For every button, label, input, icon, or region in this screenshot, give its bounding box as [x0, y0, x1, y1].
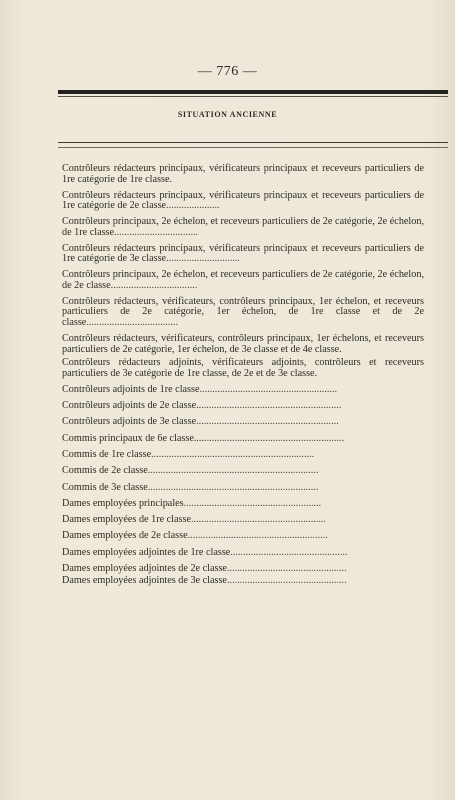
list-item	[62, 564, 424, 575]
leader-dots: .................................	[114, 226, 199, 238]
leader-dots: ................................................................	[151, 448, 315, 460]
entry-text: Dames employées de 2e classe	[62, 530, 188, 542]
entry-text: Contrôleurs rédacteurs, vérificateurs, contrôleurs principaux, 1er échelons, et receveurs particuliers de 2e catégorie, 1er échelon, de 3e classe et de 4e classe.	[62, 333, 424, 355]
entry-text: Commis de 1re classe	[62, 448, 152, 460]
entry-text: Contrôleurs adjoints de 3e classe	[62, 416, 197, 428]
list-item	[62, 217, 424, 238]
leader-dots: ...................................................................	[147, 481, 319, 493]
leader-dots: ..................................	[110, 279, 198, 291]
list-item	[62, 450, 424, 461]
list-item	[62, 417, 424, 428]
list-item	[62, 191, 424, 212]
entry-text: Contrôleurs rédacteurs principaux, vérificateurs principaux et receveurs particuliers de 1re catégorie de 2e classe	[62, 189, 424, 212]
entry-list	[62, 164, 424, 592]
entry-text: Dames employées adjointes de 1re classe	[62, 546, 231, 558]
leader-dots: ..............................................	[230, 546, 348, 558]
list-item	[62, 515, 424, 526]
section-rule	[58, 142, 448, 143]
entry-text: Contrôleurs rédacteurs principaux, vérificateurs principaux et receveurs particuliers de 1re catégorie de 1re classe.	[62, 163, 424, 185]
leader-dots: ...............................................	[226, 562, 347, 574]
list-item	[62, 531, 424, 542]
leader-dots: ...............................................	[226, 574, 347, 586]
header-thin-rule	[58, 96, 448, 97]
section-title: SITUATION ANCIENNE	[177, 110, 278, 119]
entry-text: Dames employées adjointes de 2e classe	[62, 562, 227, 574]
entry-text: Contrôleurs rédacteurs principaux, vérificateurs principaux et receveurs particuliers de 1re catégorie de 3e classe	[62, 242, 424, 265]
leader-dots: ......................................................	[199, 383, 338, 395]
leader-dots: .......................................................	[204, 432, 345, 444]
entry-text: Dames employées principales	[62, 497, 184, 509]
list-item	[62, 334, 424, 355]
list-item	[62, 164, 424, 185]
header-thick-rule	[58, 90, 448, 94]
entry-text: Commis de 2e classe	[62, 465, 148, 477]
leader-dots: .....................................................	[191, 514, 326, 526]
leader-dots: ......................................................	[183, 497, 322, 509]
list-item	[62, 385, 424, 396]
entry-text: Contrôleurs adjoints de 2e classe..	[62, 400, 202, 412]
list-item	[62, 483, 424, 494]
list-item	[62, 270, 424, 291]
leader-dots: ...................................................................	[147, 465, 319, 477]
list-item	[62, 297, 424, 329]
entry-text: Commis principaux de 6e classe....	[62, 432, 205, 444]
entry-text: Commis de 3e classe	[62, 481, 148, 493]
leader-dots: .............................	[166, 253, 240, 265]
entry-text: Dames employées de 1re classe	[62, 514, 191, 526]
page-number: — 776 —	[197, 64, 258, 79]
entry-text: Contrôleurs rédacteurs adjoints, vérificateurs adjoints, contrôleurs et receveurs particuliers de 3e catégorie de 1re classe, de 2e et de 3e classe.	[62, 357, 424, 379]
leader-dots: .......................................................	[201, 400, 342, 412]
list-item	[62, 499, 424, 510]
entry-text: Contrôleurs adjoints de 1re classe	[62, 383, 200, 395]
entry-text: Contrôleurs principaux, 2e échelon, et receveurs particuliers de 2e catégorie, 2e échelon, de 2e classe	[62, 269, 424, 291]
entry-text: Contrôleurs principaux, 2e échelon, et receveurs particuliers de 2e catégorie, 2e échelon, de 1re classe	[62, 216, 424, 238]
list-item	[62, 576, 424, 587]
list-item	[62, 401, 424, 412]
leader-dots: ....................................	[86, 317, 179, 329]
entry-text: Dames employées adjointes de 3e classe	[62, 574, 227, 586]
entry-text: Contrôleurs rédacteurs, vérificateurs, contrôleurs principaux, 1er échelon, et receveurs particuliers de 2e catégorie, 1er échelon, de 1re classe et de 2e classe	[62, 295, 424, 329]
leader-dots: ........................................................	[196, 416, 339, 428]
leader-dots: .......................................................	[187, 530, 328, 542]
section-rule-secondary	[58, 147, 448, 148]
leader-dots: .....................	[166, 200, 220, 212]
list-item	[62, 466, 424, 477]
list-item	[62, 434, 424, 445]
list-item	[62, 548, 424, 559]
list-item	[62, 244, 424, 265]
list-item	[62, 358, 424, 379]
